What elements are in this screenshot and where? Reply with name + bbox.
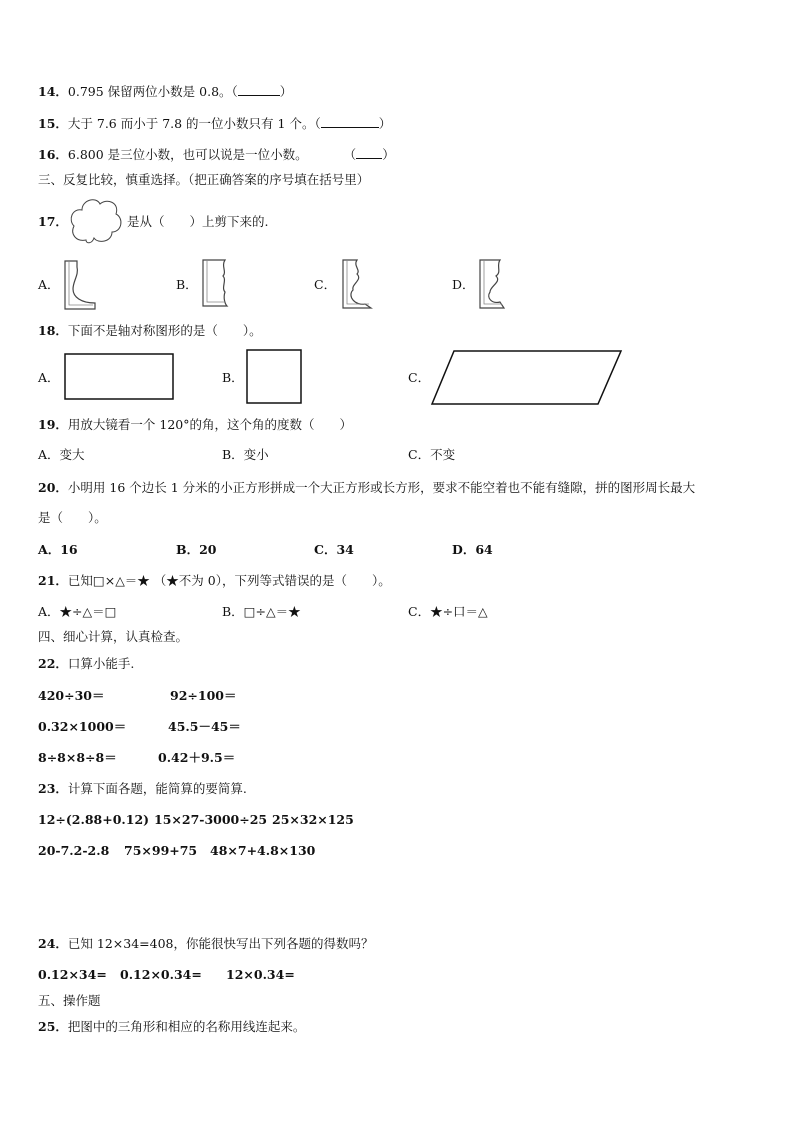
question-number: 23．	[38, 781, 68, 796]
question-20-cont: 是（ ）。	[38, 510, 107, 525]
question-25	[38, 1019, 305, 1035]
question-text: 6.800 是三位小数，也可以说是一位小数。	[67, 147, 308, 162]
question-text: 下面不是轴对称图形的是（ ）。	[67, 323, 262, 338]
parallelogram-shape-icon[interactable]	[430, 349, 624, 407]
question-number: 17．	[38, 214, 68, 229]
q20-option-a[interactable]: A．16	[38, 542, 78, 557]
calc-item: 75×99+75	[124, 843, 198, 858]
calc-item: 12÷(2.88+0.12)	[38, 812, 150, 827]
calc-item: 48×7+4.8×130	[210, 843, 316, 858]
close-paren: ）	[382, 147, 395, 162]
q17-option-a-label: A．	[38, 277, 60, 292]
q17-option-c-label: C．	[314, 277, 337, 292]
q17-option-b-label: B．	[176, 277, 198, 292]
question-number: 16．	[38, 147, 68, 162]
question-text: 已知 12×34=408，你能很快写出下列各题的得数吗？	[67, 936, 374, 951]
square-shape-icon[interactable]	[246, 349, 304, 405]
question-text: 大于 7.6 而小于 7.8 的一位小数只有 1 个。（	[67, 116, 321, 131]
question-number: 19．	[38, 417, 68, 432]
close-paren: ）	[378, 116, 392, 131]
q21-option-a[interactable]: A．★÷△＝□	[38, 604, 117, 619]
question-17-number	[38, 214, 68, 230]
question-number: 22．	[38, 656, 68, 671]
oral-calc-item: 0.32×1000＝	[38, 719, 127, 734]
answer-blank[interactable]	[356, 147, 382, 159]
calc-item: 20-7.2-2.8	[38, 843, 110, 858]
answer-blank[interactable]	[238, 84, 280, 96]
calc-item: 12×0.34=	[226, 967, 295, 982]
q18-option-b-label: B．	[222, 370, 244, 385]
paper-cut-c-icon[interactable]	[341, 258, 375, 310]
question-24	[38, 936, 374, 952]
q20-option-c[interactable]: C．34	[314, 542, 354, 557]
question-text: 小明用 16 个边长 1 分米的小正方形拼成一个大正方形或长方形，要求不能空着也不能有缝隙，拼的图形周长最大	[67, 480, 696, 495]
oral-calc-item: 8÷8×8÷8＝	[38, 750, 117, 765]
close-paren: ）	[279, 84, 293, 99]
oral-calc-item: 420÷30＝	[38, 688, 105, 703]
open-paren: （	[343, 147, 357, 162]
q17-option-d-label: D．	[452, 277, 475, 292]
question-text: 计算下面各题，能简算的要简算.	[67, 781, 247, 796]
q21-option-c[interactable]: C．★÷口＝△	[408, 604, 488, 619]
question-18	[38, 323, 262, 339]
q20-option-d[interactable]: D．64	[452, 542, 493, 557]
question-number: 24．	[38, 936, 68, 951]
calc-item: 0.12×0.34=	[120, 967, 202, 982]
question-text: 用放大镜看一个 120°的角，这个角的度数（ ）	[67, 417, 352, 432]
question-16	[38, 147, 395, 163]
trefoil-shape-icon	[68, 196, 124, 248]
question-text: 口算小能手.	[67, 656, 135, 671]
question-14	[38, 84, 292, 100]
answer-blank[interactable]	[321, 116, 379, 128]
rectangle-shape-icon[interactable]	[64, 353, 176, 401]
calc-item: 15×27-3000÷25	[154, 812, 268, 827]
question-19	[38, 417, 352, 433]
question-number: 18．	[38, 323, 68, 338]
question-17-text: 是从（ ）上剪下来的.	[127, 214, 269, 229]
question-number: 14．	[38, 84, 68, 99]
question-22	[38, 656, 134, 672]
section-heading-4: 四、细心计算，认真检查。	[38, 629, 189, 644]
calc-item: 0.12×34=	[38, 967, 107, 982]
paper-cut-d-icon[interactable]	[478, 258, 512, 310]
q21-option-b[interactable]: B．□÷△＝★	[222, 604, 301, 619]
question-number: 15．	[38, 116, 68, 131]
oral-calc-item: 45.5－45＝	[168, 719, 241, 734]
question-number: 21．	[38, 573, 68, 588]
question-number: 20．	[38, 480, 68, 495]
question-23	[38, 781, 247, 797]
question-number: 25．	[38, 1019, 68, 1034]
paper-cut-b-icon[interactable]	[201, 258, 235, 308]
section-heading-5: 五、操作题	[38, 993, 101, 1008]
question-15	[38, 116, 391, 132]
question-20	[38, 480, 695, 496]
section-heading-3: 三、反复比较，慎重选择。（把正确答案的序号填在括号里）	[38, 172, 370, 187]
q19-option-c[interactable]: C．不变	[408, 447, 456, 462]
question-text: 0.795 保留两位小数是 0.8。（	[67, 84, 238, 99]
q18-option-c-label: C．	[408, 370, 431, 385]
question-text: 已知□×△＝★ （★不为 0），下列等式错误的是（ ）。	[67, 573, 391, 588]
question-text: 把图中的三角形和相应的名称用线连起来。	[67, 1019, 306, 1034]
oral-calc-item: 92÷100＝	[170, 688, 237, 703]
q18-option-a-label: A．	[38, 370, 60, 385]
q20-option-b[interactable]: B．20	[176, 542, 217, 557]
oral-calc-item: 0.42＋9.5＝	[158, 750, 236, 765]
calc-item: 25×32×125	[272, 812, 354, 827]
q19-option-a[interactable]: A．变大	[38, 447, 85, 462]
question-21	[38, 573, 391, 589]
paper-cut-a-icon[interactable]	[63, 259, 97, 311]
q19-option-b[interactable]: B．变小	[222, 447, 269, 462]
